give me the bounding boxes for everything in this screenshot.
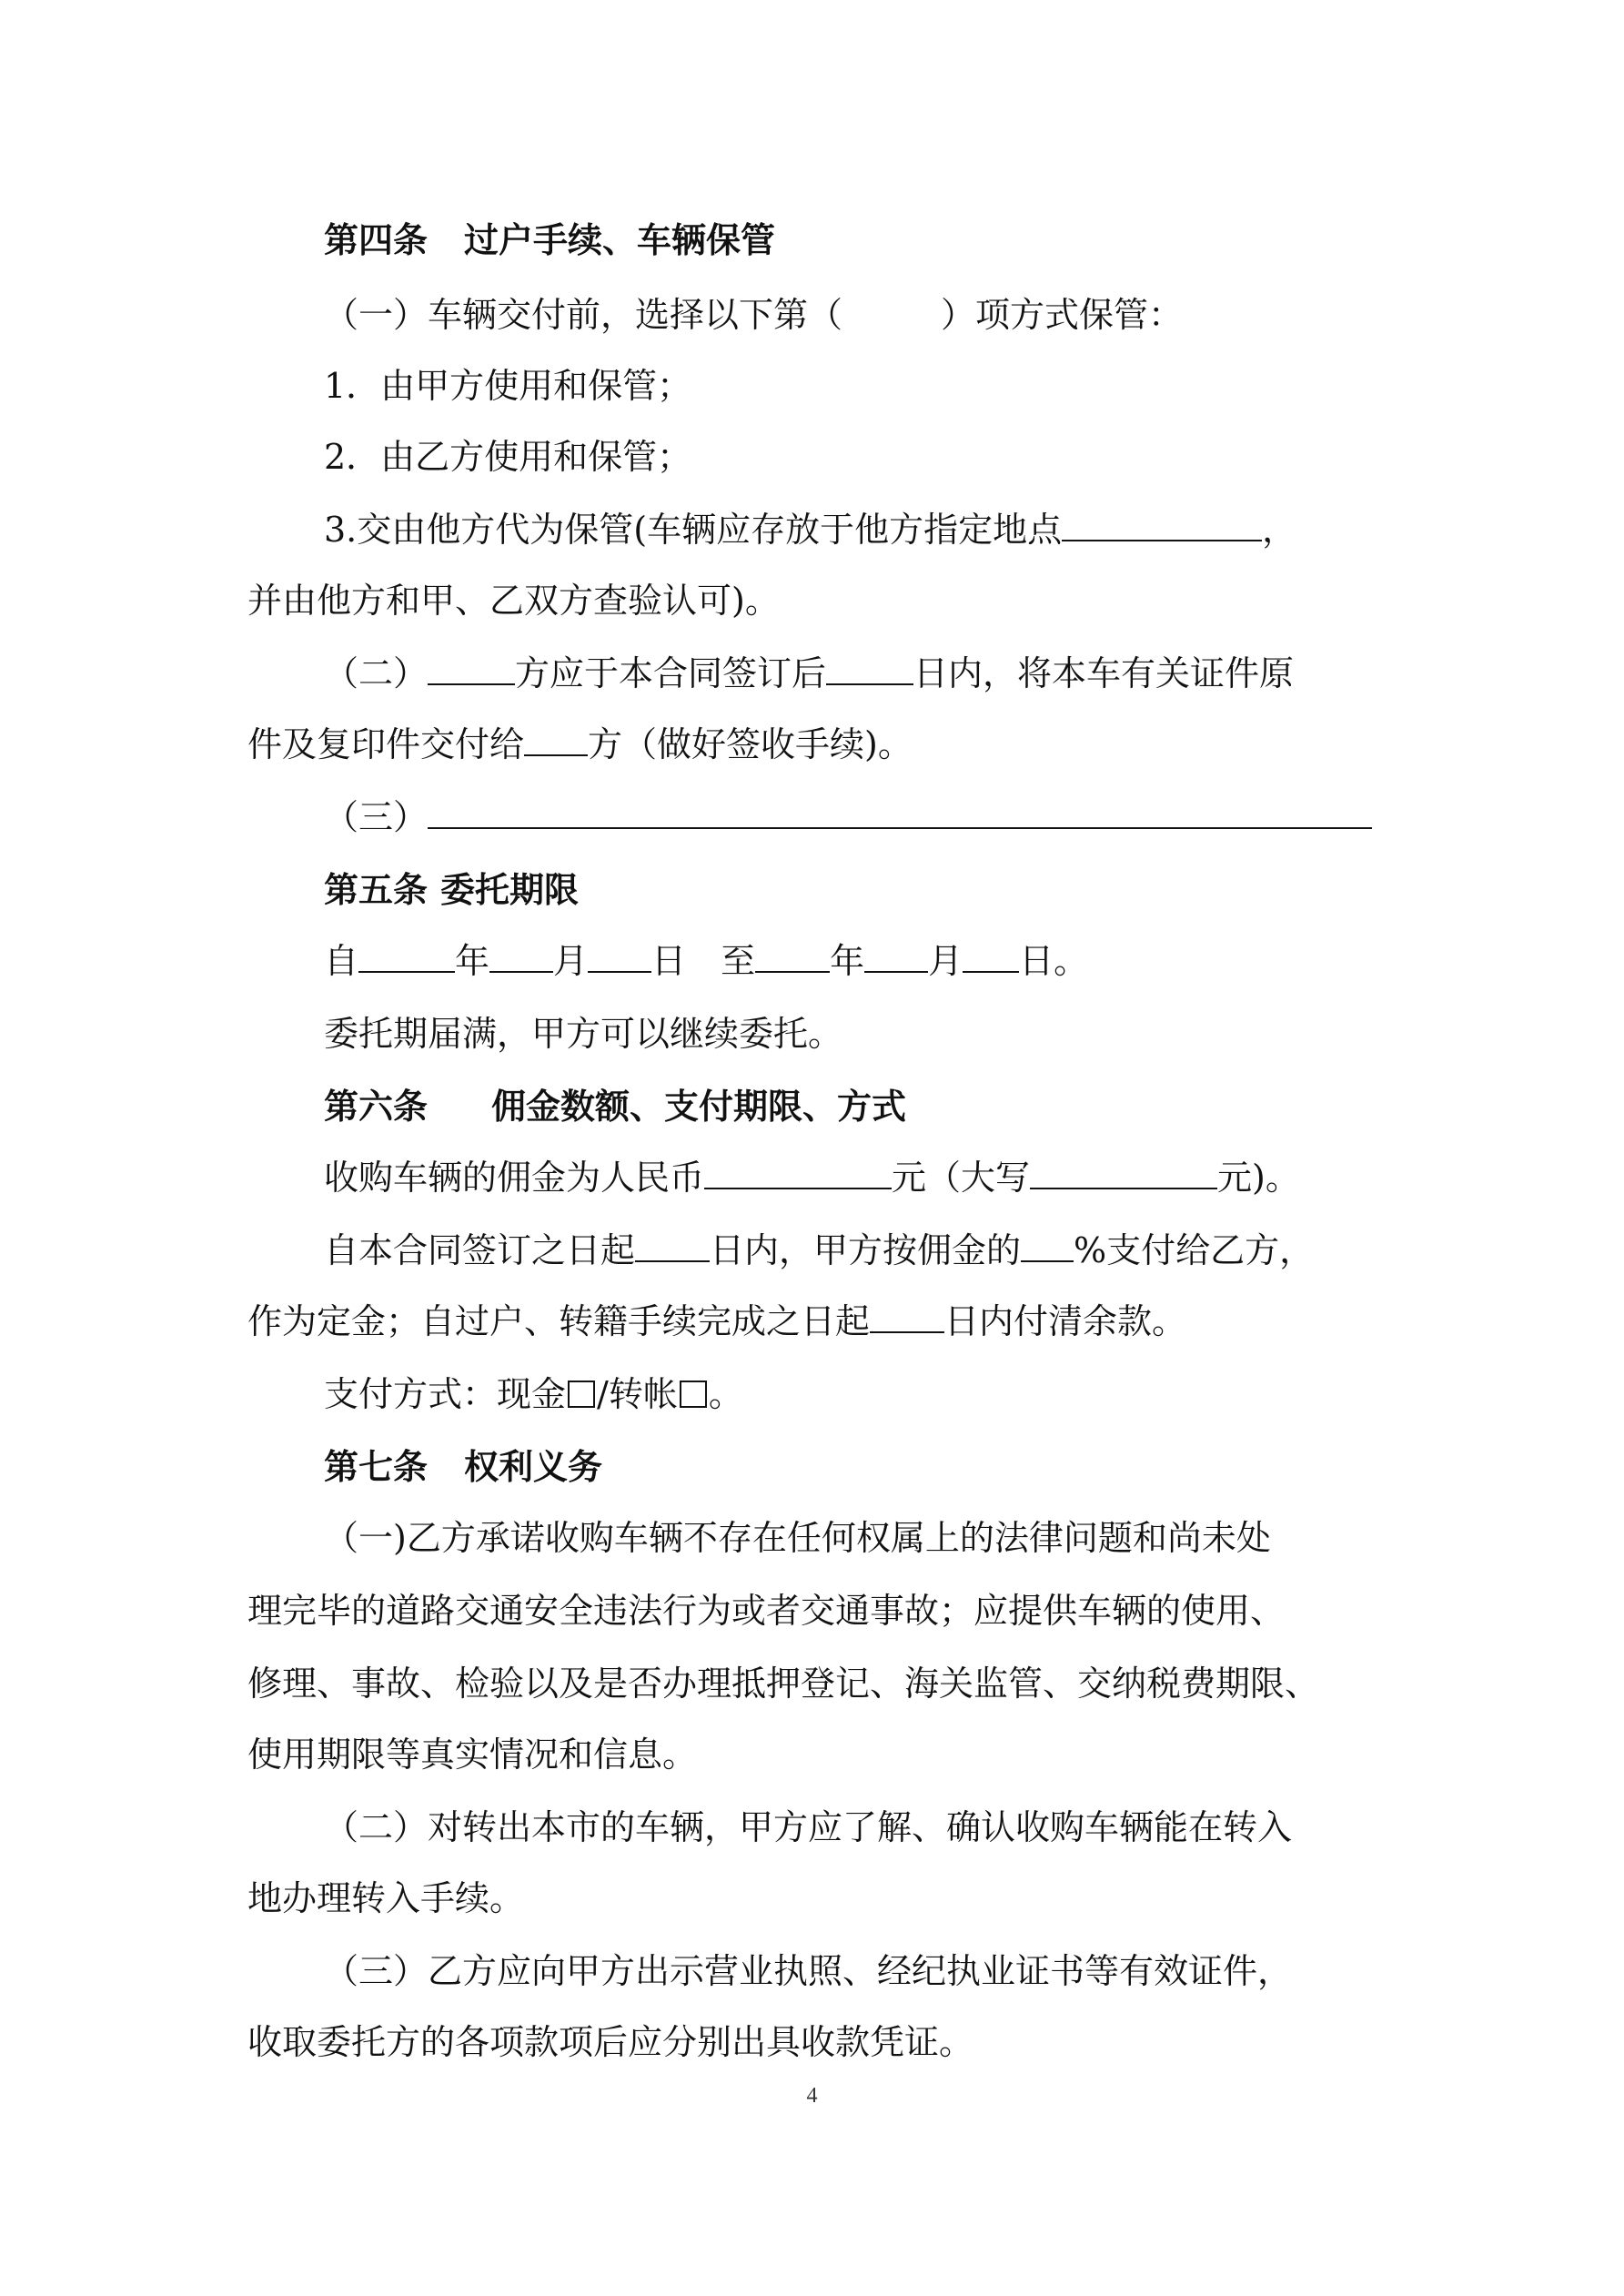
obligation-1-line2: 理完毕的道路交通安全违法行为或者交通事故；应提供车辆的使用、 [247,1591,1286,1631]
clause-text: 至 [721,941,756,981]
clause-text: 月 [553,941,589,981]
clause-text: 收购车辆的佣金为人民币 [324,1158,705,1198]
article6-heading-number: 第六条 [324,1087,429,1127]
days-blank[interactable] [826,652,913,685]
option-3 [324,506,1381,553]
article6-heading [324,1083,1381,1130]
obligation-2-line2: 地办理转入手续。 [247,1878,525,1918]
obligation-1: （一)乙方承诺收购车辆不存在任何权属上的法律问题和尚未处 [324,1518,1271,1558]
location-blank[interactable] [1062,509,1262,541]
amount-blank[interactable] [704,1157,892,1189]
clause3-blank[interactable] [428,796,1372,829]
obligation-3: （三）乙方应向甲方出示营业执照、经纪执业证书等有效证件， [324,1951,1293,1991]
article4-heading-number: 第四条 [324,220,429,260]
article4-heading [324,217,1381,264]
commission-amount [324,1154,1381,1201]
payment-terms [324,1227,1381,1274]
transfer-checkbox[interactable] [680,1381,707,1408]
option-1: 1．由甲方使用和保管； [324,366,692,406]
article4-clause1 [324,291,1381,339]
clause-text: 年 [455,941,490,981]
end-day-blank[interactable] [963,940,1019,973]
deposit-days-blank[interactable] [635,1229,710,1262]
clause-text: 方应于本合同签订后 [515,653,827,693]
option-2: 2．由乙方使用和保管； [324,437,692,477]
cash-checkbox[interactable] [568,1381,595,1408]
start-year-blank[interactable] [358,940,455,973]
clause-text: 。 [708,1374,743,1414]
obligation-1-line4: 使用期限等真实情况和信息。 [247,1735,698,1775]
obligation-3-line2: 收取委托方的各项款项后应分别出具收款凭证。 [247,2022,974,2062]
article7-heading-number: 第七条 [324,1447,429,1487]
clause-text: 作为定金；自过户、转籍手续完成之日起 [247,1301,871,1341]
article4-heading-title: 过户手续、车辆保管 [464,220,776,260]
article4-clause2-continued [247,721,1381,768]
clause-text: ， [1262,510,1297,550]
clause-text: 自本合同签订之日起 [324,1230,636,1270]
party-blank[interactable] [428,652,515,685]
clause-text: 自 [324,941,359,981]
obligation-1-line3: 修理、事故、检验以及是否办理抵押登记、海关监管、交纳税费期限、 [247,1664,1320,1704]
clause-text: 日 [651,941,687,981]
article4-clause2 [324,650,1381,697]
clause-text: %支付给乙方， [1074,1230,1315,1270]
article5-heading-title: 委托期限 [440,870,580,910]
term-note: 委托期届满，甲方可以继续委托。 [324,1014,843,1054]
clause-text: 元)。 [1217,1158,1300,1198]
start-month-blank[interactable] [489,940,553,973]
start-day-blank[interactable] [588,940,651,973]
article6-heading-title: 佣金数额、支付期限、方式 [491,1087,907,1127]
article7-heading-title: 权利义务 [464,1447,603,1487]
end-year-blank[interactable] [755,940,830,973]
page-number: 4 [806,2084,818,2108]
clause-text: 日内，甲方按佣金的 [710,1230,1022,1270]
percent-blank[interactable] [1021,1229,1074,1262]
clause-text: （二） [324,653,429,693]
clause-text: 日。 [1019,941,1089,981]
option-3-continued: 并由他方和甲、乙双方查验认可)。 [247,581,780,621]
term-period [324,937,1381,985]
clause-text: ）项方式保管： [941,295,1184,335]
amount-words-blank[interactable] [1030,1157,1217,1189]
clause-text: 年 [830,941,865,981]
obligation-2: （二）对转出本市的车辆，甲方应了解、确认收购车辆能在转入 [324,1807,1293,1847]
clause-text: /转帐 [597,1374,678,1414]
article7-heading [324,1443,1381,1491]
payment-method [324,1371,1381,1418]
end-month-blank[interactable] [864,940,928,973]
clause-text: 日内，将本车有关证件原 [913,653,1295,693]
article4-clause3 [324,794,1381,841]
article5-heading-number: 第五条 [324,870,429,910]
clause-text: （三） [324,797,429,837]
clause-text: 元（大写 [892,1158,1031,1198]
clause-text: 方（做好签收手续)。 [588,724,913,764]
article5-heading [324,866,1381,914]
clause-text: 件及复印件交付给 [247,724,525,764]
recipient-blank[interactable] [524,723,588,756]
clause-text: （一）车辆交付前，选择以下第（ [324,295,843,335]
clause-text: 日内付清余款。 [944,1301,1187,1341]
balance-days-blank[interactable] [870,1300,944,1333]
payment-terms-continued [247,1298,1381,1345]
clause-text: 月 [928,941,963,981]
clause-text: 3.交由他方代为保管(车辆应存放于他方指定地点 [324,510,1063,550]
clause-text: 支付方式：现金 [324,1374,567,1414]
